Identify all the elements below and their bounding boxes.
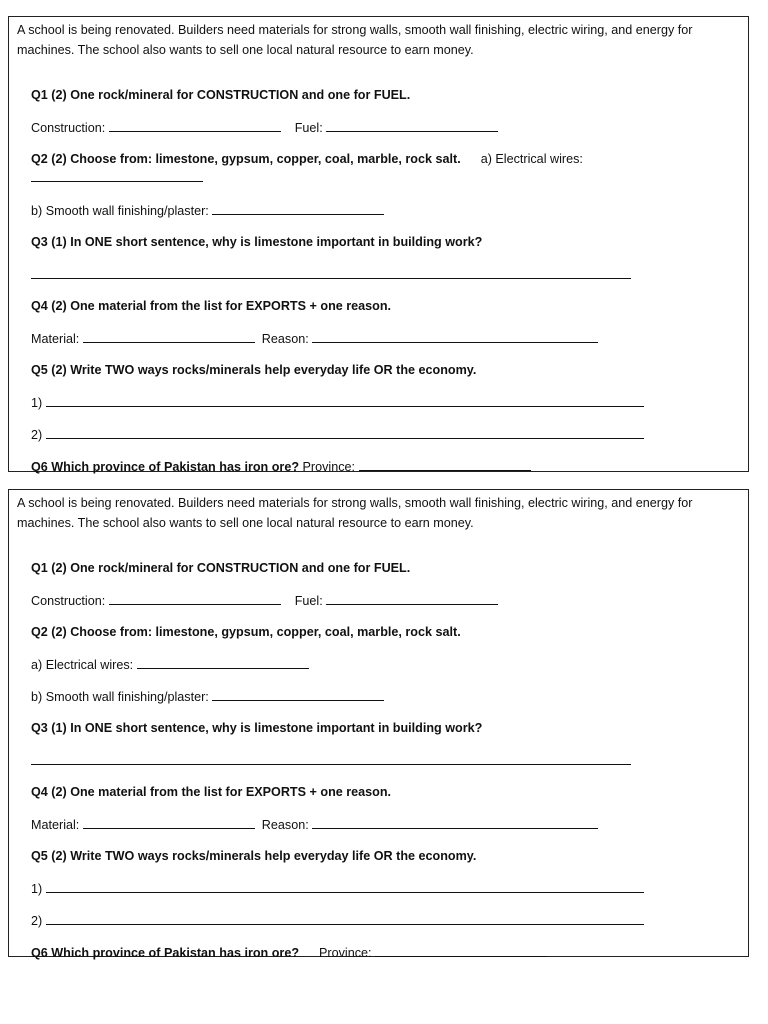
material-blank[interactable] [83,330,255,343]
electrical-wires-label: a) Electrical wires: [480,152,583,166]
question-5-item-2: 2) [17,410,644,459]
construction-answer-blank[interactable] [109,119,281,132]
way-1-blank[interactable] [46,880,644,893]
way-2-blank[interactable] [46,912,644,925]
question-3: Q3 (1) In ONE short sentence, why is limestone important in building work? [31,721,483,735]
plaster-blank[interactable] [212,688,384,701]
plaster-blank[interactable] [212,202,384,215]
material-blank[interactable] [83,816,255,829]
province-blank[interactable] [375,944,547,957]
fuel-answer-blank[interactable] [326,119,498,132]
plaster-label: b) Smooth wall finishing/plaster: [31,204,209,218]
question-4: Q4 (2) One material from the list for EXPORTS + one reason. [31,785,392,799]
question-6: Q6 Which province of Pakistan has iron ore? Province: [17,928,547,977]
province-label: Province: [302,460,356,474]
question-4: Q4 (2) One material from the list for EXPORTS + one reason. [31,299,392,313]
question-2: Q2 (2) Choose from: limestone, gypsum, copper, coal, marble, rock salt. a) Electrical wires: [31,152,583,166]
reason-label: Reason: [261,332,309,346]
question-2: Q2 (2) Choose from: limestone, gypsum, copper, coal, marble, rock salt. [31,625,461,639]
question-5-item-1: 1) [17,864,644,913]
fuel-label: Fuel: [294,121,323,135]
reason-blank[interactable] [312,816,598,829]
construction-answer-blank[interactable] [109,592,281,605]
fuel-label: Fuel: [294,594,323,608]
way-1-blank[interactable] [46,394,644,407]
plaster-label: b) Smooth wall finishing/plaster: [31,690,209,704]
electrical-wires-blank[interactable] [31,169,203,182]
reason-label: Reason: [261,818,309,832]
question-5-item-1: 1) [17,378,644,427]
way-2-blank[interactable] [46,426,644,439]
province-label: Province: [319,946,372,960]
reason-blank[interactable] [312,330,598,343]
fuel-answer-blank[interactable] [326,592,498,605]
scenario-text: A school is being renovated. Builders need materials for strong walls, smooth wall finishing, electric wiring, and energy for machines. The school also wants to sell one local natural resource to earn money. [17,23,693,57]
scenario-text: A school is being renovated. Builders need materials for strong walls, smooth wall finishing, electric wiring, and energy for machines. The school also wants to sell one local natural resource to earn money. [17,496,693,530]
question-1: Q1 (2) One rock/mineral for CONSTRUCTION and one for FUEL. [31,561,411,575]
worksheet-1 [8,16,749,472]
limestone-answer-blank[interactable] [31,266,631,279]
electrical-wires-blank[interactable] [137,656,309,669]
question-5: Q5 (2) Write TWO ways rocks/minerals help everyday life OR the economy. [31,849,477,863]
worksheet-2 [8,489,749,960]
question-5-item-2: 2) [17,896,644,945]
question-1: Q1 (2) One rock/mineral for CONSTRUCTION and one for FUEL. [31,88,411,102]
question-3: Q3 (1) In ONE short sentence, why is limestone important in building work? [31,235,483,249]
construction-label: Construction: [31,594,106,608]
material-label: Material: [31,332,80,346]
question-5: Q5 (2) Write TWO ways rocks/minerals help everyday life OR the economy. [31,363,477,377]
limestone-answer-blank[interactable] [31,752,631,765]
construction-label: Construction: [31,121,106,135]
question-6: Q6 Which province of Pakistan has iron ore? Province: [17,442,531,491]
province-blank[interactable] [359,458,531,471]
electrical-wires-label: a) Electrical wires: [31,658,134,672]
material-label: Material: [31,818,80,832]
